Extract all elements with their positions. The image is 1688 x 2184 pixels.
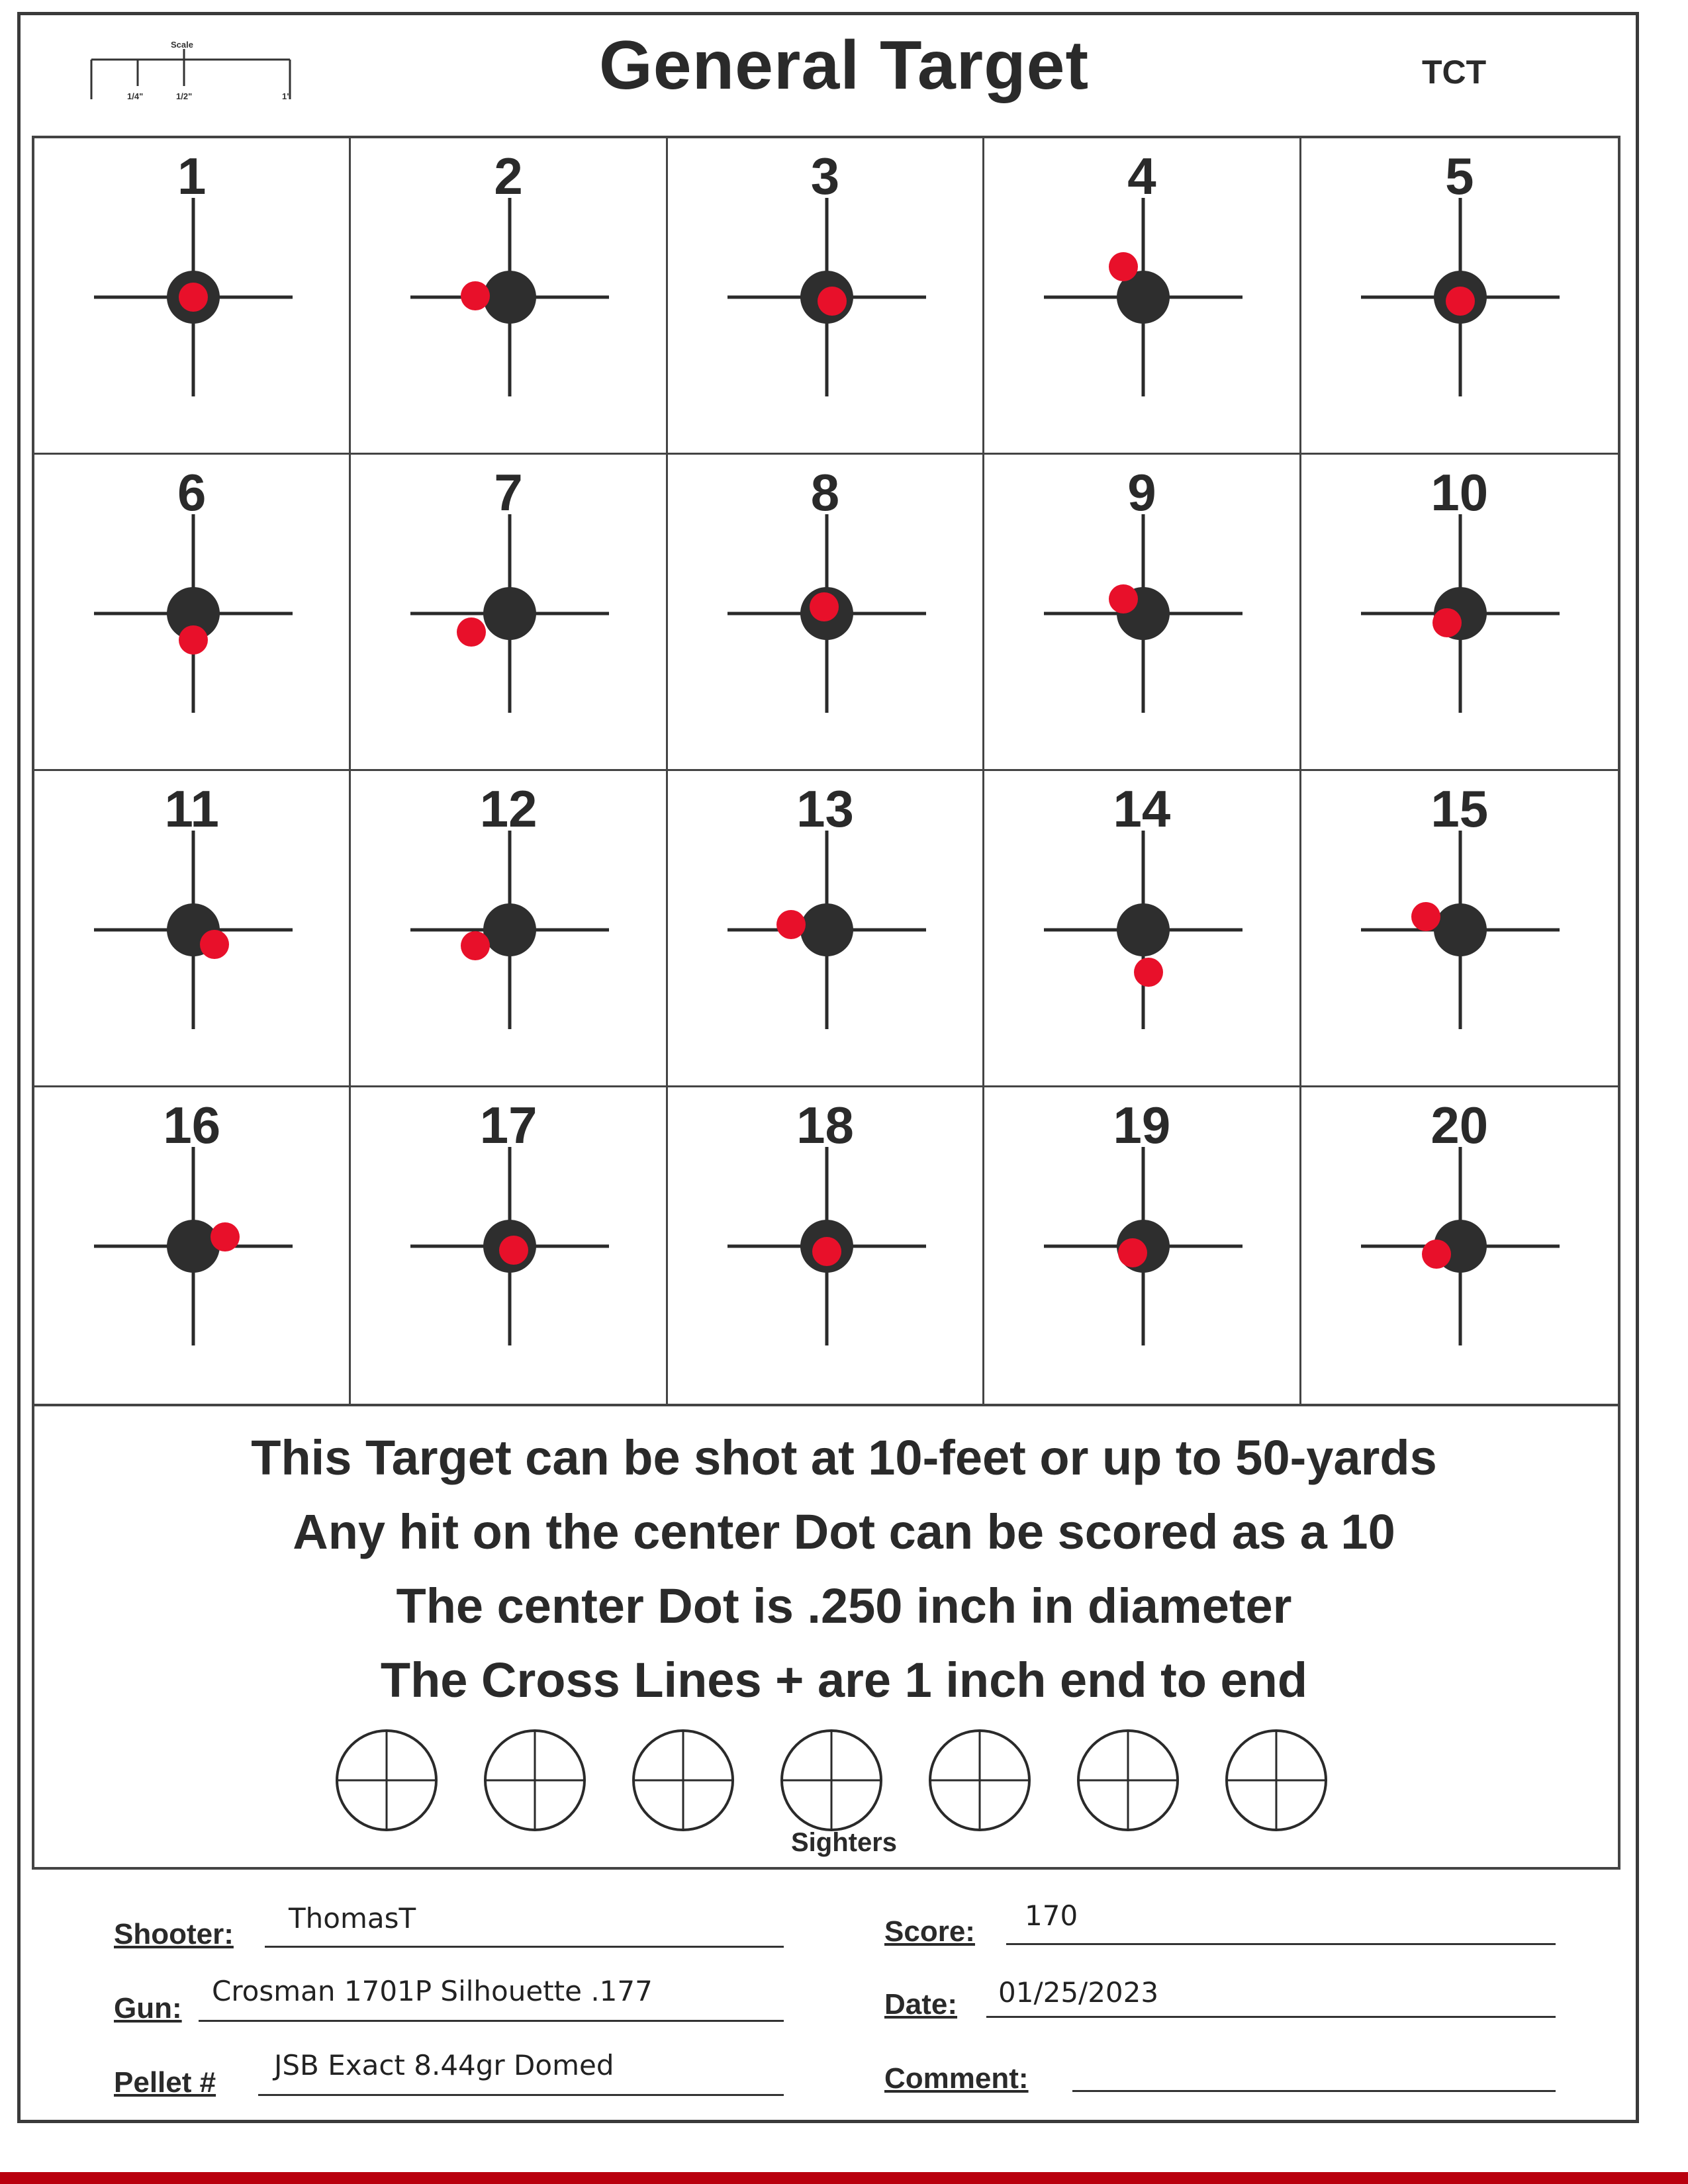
crosshair-icon — [351, 455, 668, 772]
date-value[interactable]: 01/25/2023 — [998, 1976, 1159, 2009]
target-number: 10 — [1430, 463, 1489, 522]
target-number: 12 — [479, 780, 538, 838]
target-cell-2 — [351, 138, 667, 455]
target-number: 17 — [479, 1096, 538, 1154]
pellet-hole — [812, 1237, 841, 1266]
scale-label: Scale — [171, 40, 193, 50]
pellet-hole — [1118, 1238, 1147, 1267]
shooter-line — [265, 1946, 784, 1948]
instruction-line-2: Any hit on the center Dot can be scored as a 10 — [293, 1504, 1395, 1559]
instruction-line-4: The Cross Lines + are 1 inch end to end — [380, 1653, 1308, 1707]
scan-edge-strip — [0, 2172, 1688, 2184]
sighter-target-icon — [775, 1724, 888, 1837]
target-number: 13 — [796, 780, 854, 838]
crosshair-icon — [1301, 138, 1618, 455]
sighter-target-icon — [479, 1724, 591, 1837]
target-cell-9 — [984, 455, 1301, 771]
pellet-hole — [1422, 1240, 1451, 1269]
pellet-label: Pellet # — [114, 2066, 216, 2099]
target-cell-19 — [984, 1087, 1301, 1404]
crosshair-icon — [1301, 455, 1618, 772]
pellet-hole — [1109, 584, 1138, 614]
pellet-hole — [1411, 902, 1440, 931]
score-label: Score: — [884, 1915, 975, 1948]
target-cell-15 — [1301, 771, 1618, 1087]
page-title: General Target — [598, 27, 1090, 104]
crosshair-icon — [34, 1087, 352, 1404]
sighter-target-icon — [923, 1724, 1036, 1837]
target-number: 2 — [494, 147, 523, 205]
target-number: 20 — [1430, 1096, 1489, 1154]
pellet-hole — [461, 281, 490, 310]
target-cell-20 — [1301, 1087, 1618, 1404]
pellet-hole — [1432, 608, 1462, 637]
sighter-target-icon — [1220, 1724, 1333, 1837]
score-line — [1006, 1943, 1556, 1945]
crosshair-icon — [34, 771, 352, 1088]
crosshair-icon — [984, 771, 1301, 1088]
sighters-row — [0, 1721, 1688, 1840]
pellet-hole — [776, 910, 806, 939]
target-cell-11 — [34, 771, 351, 1087]
crosshair-icon — [984, 455, 1301, 772]
crosshair-icon — [984, 1087, 1301, 1404]
scale-mark-inch: 1" — [282, 91, 291, 101]
target-number: 18 — [796, 1096, 854, 1154]
pellet-hole — [499, 1236, 528, 1265]
target-cell-14 — [984, 771, 1301, 1087]
pellet-hole — [818, 287, 847, 316]
center-dot — [167, 1220, 220, 1273]
target-number: 1 — [177, 147, 207, 205]
target-cell-13 — [668, 771, 984, 1087]
target-cell-3 — [668, 138, 984, 455]
target-cell-7 — [351, 455, 667, 771]
pellet-hole — [179, 283, 208, 312]
center-dot — [1434, 903, 1487, 956]
score-value[interactable]: 170 — [1025, 1899, 1078, 1932]
sighter-target-icon — [1072, 1724, 1184, 1837]
center-dot — [1117, 903, 1170, 956]
target-number: 16 — [163, 1096, 221, 1154]
pellet-hole — [457, 617, 486, 647]
instruction-line-3: The center Dot is .250 inch in diameter — [396, 1578, 1292, 1633]
instruction-line-1: This Target can be shot at 10-feet or up to 50-yards — [251, 1430, 1437, 1485]
target-number: 7 — [494, 463, 523, 522]
pellet-hole — [461, 931, 490, 960]
gun-label: Gun: — [114, 1992, 182, 2025]
comment-line — [1072, 2090, 1556, 2092]
scale-mark-half: 1/2" — [176, 91, 193, 101]
shooter-value[interactable]: ThomasT — [289, 1902, 416, 1934]
target-number: 19 — [1113, 1096, 1171, 1154]
pellet-value[interactable]: JSB Exact 8.44gr Domed — [274, 2049, 614, 2081]
sighter-target-icon — [627, 1724, 739, 1837]
crosshair-icon — [351, 138, 668, 455]
crosshair-icon — [1301, 771, 1618, 1088]
pellet-hole — [810, 592, 839, 621]
target-cell-5 — [1301, 138, 1618, 455]
gun-value[interactable]: Crosman 1701P Silhouette .177 — [212, 1975, 653, 2007]
target-cell-1 — [34, 138, 351, 455]
crosshair-icon — [351, 771, 668, 1088]
sighters-label: Sighters — [790, 1828, 898, 1857]
crosshair-icon — [668, 138, 985, 455]
crosshair-icon — [668, 455, 985, 772]
target-cell-18 — [668, 1087, 984, 1404]
pellet-line — [258, 2094, 784, 2096]
target-number: 15 — [1430, 780, 1489, 838]
target-number: 6 — [177, 463, 207, 522]
header-tag: TCT — [1422, 54, 1487, 91]
target-cell-10 — [1301, 455, 1618, 771]
center-dot — [800, 903, 853, 956]
target-cell-16 — [34, 1087, 351, 1404]
pellet-hole — [1134, 958, 1163, 987]
sighter-target-icon — [330, 1724, 443, 1837]
scale-mark-quarter: 1/4" — [127, 91, 144, 101]
pellet-hole — [179, 625, 208, 655]
target-cell-4 — [984, 138, 1301, 455]
comment-label: Comment: — [884, 2062, 1029, 2095]
target-number: 9 — [1127, 463, 1156, 522]
target-number: 11 — [164, 780, 219, 838]
gun-line — [199, 2020, 784, 2022]
target-number: 8 — [810, 463, 840, 522]
pellet-hole — [211, 1222, 240, 1251]
target-grid — [32, 136, 1620, 1406]
crosshair-icon — [668, 771, 985, 1088]
center-dot — [483, 587, 536, 640]
pellet-hole — [1446, 287, 1475, 316]
date-line — [986, 2016, 1556, 2018]
center-dot — [483, 271, 536, 324]
target-number: 4 — [1127, 147, 1156, 205]
crosshair-icon — [984, 138, 1301, 455]
crosshair-icon — [1301, 1087, 1618, 1404]
pellet-hole — [200, 930, 229, 959]
target-cell-6 — [34, 455, 351, 771]
target-number: 14 — [1113, 780, 1171, 838]
target-cell-8 — [668, 455, 984, 771]
target-cell-12 — [351, 771, 667, 1087]
crosshair-icon — [34, 138, 352, 455]
crosshair-icon — [34, 455, 352, 772]
target-number: 3 — [810, 147, 840, 205]
center-dot — [483, 903, 536, 956]
shooter-label: Shooter: — [114, 1918, 234, 1950]
crosshair-icon — [668, 1087, 985, 1404]
date-label: Date: — [884, 1988, 958, 2021]
pellet-hole — [1109, 252, 1138, 281]
target-cell-17 — [351, 1087, 667, 1404]
crosshair-icon — [351, 1087, 668, 1404]
target-number: 5 — [1445, 147, 1474, 205]
